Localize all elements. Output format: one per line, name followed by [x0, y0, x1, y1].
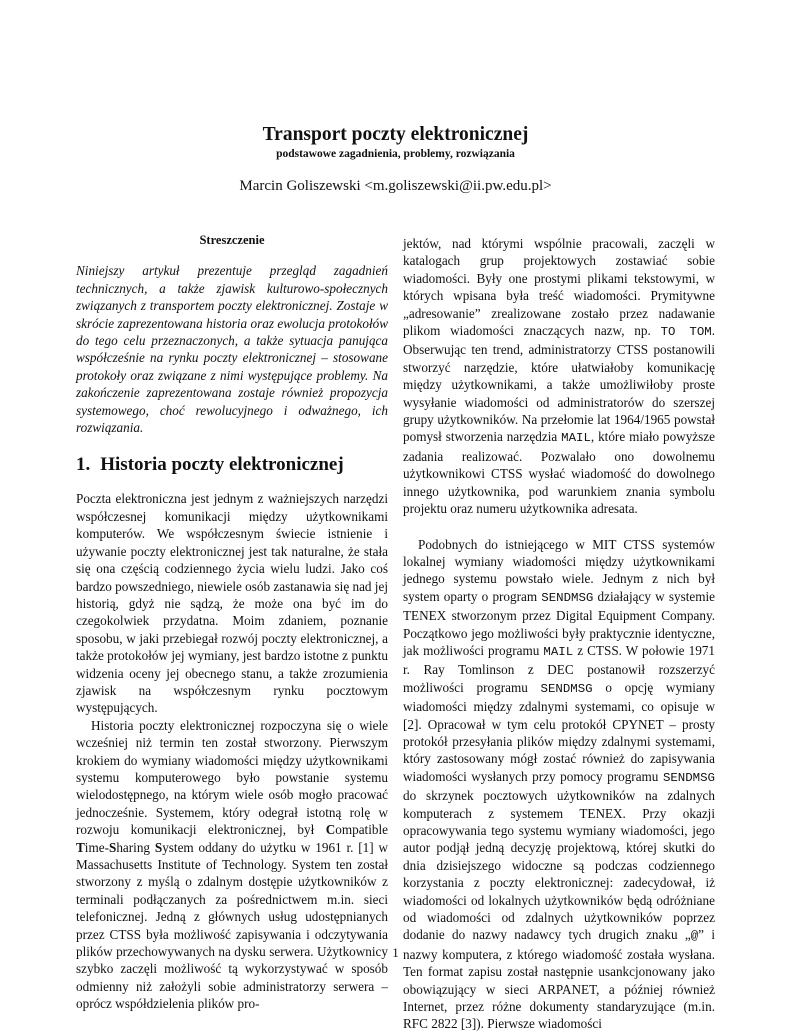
- code-inline: @: [690, 929, 699, 944]
- abstract-heading: Streszczenie: [199, 233, 265, 247]
- paper-title: Transport poczty elektronicznej: [262, 124, 529, 145]
- paper-subtitle: podstawowe zagadnienia, problemy, rozwiązania: [276, 148, 515, 160]
- code-inline: SENDMSG: [540, 681, 593, 696]
- author-line: Marcin Goliszewski <m.goliszewski@ii.pw.edu.pl>: [239, 178, 552, 194]
- paragraph: Poczta elektroniczna jest jednym z ważniejszych narzędzi współczesnej komunikacji między użytkownikami komputerów. We współczesnym świecie istnienie i używanie poczty elektronicznej jest tak naturalne, że stała się ona częścią codziennego życia wielu ludzi. Jako coś bardzo powszedniego, niewiele osób zastanawia się nad jej historią, gdyż nie sądzą, że może ona być im do czegokolwiek przydatna. Moim zdaniem, poznanie sposobu, w jaki przebiegał rozwój poczty elektronicznej, a także protokołów jej wymiany, jest bardzo istotne z punktu widzenia oceny jej obecnego stanu, a także zrozumienia zjawisk na współczesnym rynku pocztowym występujących.: [76, 491, 388, 716]
- code-inline: TO TOM: [660, 325, 712, 340]
- abstract-text: Niniejszy artykuł prezentuje przegląd zagadnień technicznych, a także zjawisk kulturowo-społecznych związanych z transportem poczty elektronicznej. Zostaje w skrócie zaprezentowana historia oraz ewolucja protokołów do tego celu przeznaczonych, a także sytuacja panująca współcześnie na rynku poczty elektronicznej – stosowane protokoły oraz związane z nimi występujące problemy. Na zakończenie zaprezentowana zostaje również propozycja systemowego, choć rewolucyjnego i odważnego, ich rozwiązania.: [76, 263, 388, 436]
- left-column: [76, 232, 388, 1013]
- section-number: 1.: [76, 454, 91, 476]
- paragraph: Podobnych do istniejącego w MIT CTSS systemów lokalnej wymiany wiadomości między użytkownikami jednego systemu powstało wiele. Jednym z nich był system oparty o program SENDMSG działający w systemie TENEX stworzonym przez Digital Equipment Company. Początkowo jego możliwości były praktycznie identyczne, jak możliwości programu MAIL z CTSS. W połowie 1971 r. Ray Tomlinson z DEC postanowił rozszerzyć możliwości programu SENDMSG o opcję wymiany wiadomości między zdalnymi systemami, co opisuje w [2]. Opracował w tym celu protokół CPYNET – prosty protokół przesyłania plików między zdalnymi systemami, który zastosowany mógł zostać również do zapisywania wiadomości wysłanych przy pomocy programu SENDMSG do skrzynek pocztowych użytkowników na zdalnych komputerach z systemem TENEX. Przy okazji opracowywania tego systemu wymiany wiadomości, jego autor podjął jedną decyzję projektową, której skutki do dnia dzisiejszego widoczne są podczas codziennego korzystania z poczty elektronicznej: zadecydował, iż wiadomości od lokalnych użytkowników będą odróżniane od wiadomości od zdalnych użytkowników poprzez dodanie do nazwy nadawcy tych drugich znaku „@” i nazwy komputera, z którego wiadomość została wysłana. Ten format zapisu został następnie usankcjonowany jako obowiązujący w sieci ARPANET, a później również Internet, przez różne dokumenty standaryzujące (m.in. RFC 2822 [3]). Pierwsze wiadomości: [403, 536, 716, 1032]
- section-title: Historia poczty elektronicznej: [100, 454, 344, 476]
- section-heading: [76, 454, 388, 476]
- code-inline: SENDMSG: [662, 770, 715, 785]
- code-inline: SENDMSG: [541, 590, 594, 605]
- code-inline: MAIL: [561, 431, 591, 446]
- right-column: [403, 235, 715, 1033]
- code-inline: MAIL: [543, 644, 574, 659]
- paragraph: jektów, nad którymi wspólnie pracowali, zaczęli w katalogach grup projektowych zostawiać sobie wiadomości. Były one prostymi plikami tekstowymi, w których wpisana była treść wiadomości. Prymitywne „adresowanie” zrealizowane zostało przez nadawanie plikom wiadomości znaczących nazw, np. TO TOM. Obserwując ten trend, administratorzy CTSS postanowili stworzyć narzędzie, które ułatwiałoby komunikację między użytkownikami, a także umożliwiłoby proste wysyłanie wiadomości od administratorów do szerszej grupy użytkowników. Na przełomie lat 1964/1965 powstał pomysł stworzenia narzędzia MAIL, które miało powyższe zadania realizować. Pozwalało ono dowolnemu użytkownikowi CTSS wysłać wiadomość do dowolnego innego użytkownika, pod warunkiem znania symbolu projektu oraz numeru użytkownika adresata.: [403, 236, 715, 517]
- paragraph: Historia poczty elektronicznej rozpoczyna się o wiele wcześniej niż termin ten został stworzony. Pierwszym krokiem do wymiany wiadomości między użytkownikami systemu komputerowego było powstanie systemu wielodostępnego, na którym wiele osób mogło pracować jednocześnie. Systemem, który odegrał istotną rolę w rozwoju komunikacji elektronicznej, był Compatible Time-Sharing System oddany do użytku w 1961 r. [1] w Massachusetts Institute of Technology. System ten został stworzony z myślą o zdalnym dostępie użytkowników z terminali podłączanych za pośrednictwem m.in. sieci telefonicznej. Jedną z głównych usług udostępnianych przez CTSS była możliwość zapisywania i odczytywania plików przechowywanych na dysku serwera. Użytkownicy szybko zaczęli możliwość tą wykorzystywać w sposób odmienny niż założyli sobie administratorzy serwera – oprócz współdzielenia plików pro-: [76, 717, 388, 1012]
- page-number: 1: [392, 945, 399, 960]
